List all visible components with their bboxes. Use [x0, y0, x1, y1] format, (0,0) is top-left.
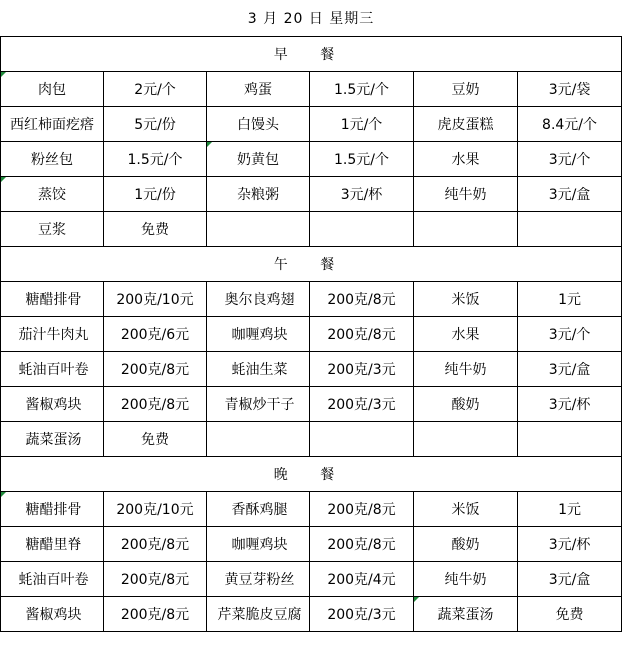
table-cell: [414, 421, 518, 456]
table-cell: 3元/杯: [518, 386, 622, 421]
table-cell: 200克/8元: [104, 351, 207, 386]
table-cell: [207, 211, 310, 246]
table-cell: 200克/8元: [104, 561, 207, 596]
table-row: [1, 316, 622, 351]
table-cell: 酸奶: [414, 526, 518, 561]
table-row: [1, 386, 622, 421]
table-row: [1, 596, 622, 631]
table-cell: 200克/3元: [310, 351, 414, 386]
table-cell: 免费: [104, 211, 207, 246]
table-cell: 3元/袋: [518, 71, 622, 106]
table-cell: 糖醋排骨: [1, 281, 104, 316]
table-cell: 免费: [518, 596, 622, 631]
table-cell: 芹菜脆皮豆腐: [207, 596, 310, 631]
table-row: [1, 351, 622, 386]
table-cell: 黄豆芽粉丝: [207, 561, 310, 596]
table-cell: 茄汁牛肉丸: [1, 316, 104, 351]
table-cell: 蚝油百叶卷: [1, 561, 104, 596]
table-cell: 豆浆: [1, 211, 104, 246]
table-cell: 1元/份: [104, 176, 207, 211]
table-cell: 200克/4元: [310, 561, 414, 596]
table-cell: 1.5元/个: [310, 141, 414, 176]
date-row: [1, 0, 622, 36]
table-cell: 糖醋里脊: [1, 526, 104, 561]
table-cell: 纯牛奶: [414, 561, 518, 596]
table-cell: 3元/盒: [518, 561, 622, 596]
table-cell: 糖醋排骨: [1, 491, 104, 526]
table-cell: 粉丝包: [1, 141, 104, 176]
table-row: [1, 491, 622, 526]
table-cell: 200克/6元: [104, 316, 207, 351]
dinner-title: 晚 餐: [1, 456, 622, 491]
table-row: [1, 281, 622, 316]
table-cell: 奶黄包: [207, 141, 310, 176]
table-cell: 8.4元/个: [518, 106, 622, 141]
table-row: [1, 71, 622, 106]
table-cell: 豆奶: [414, 71, 518, 106]
table-cell: 200克/8元: [310, 491, 414, 526]
table-cell: 米饭: [414, 491, 518, 526]
dinner-title-row: [1, 456, 622, 491]
table-cell: 200克/3元: [310, 386, 414, 421]
table-cell: 蚝油生菜: [207, 351, 310, 386]
table-row: [1, 526, 622, 561]
table-cell: 香酥鸡腿: [207, 491, 310, 526]
table-cell: 鸡蛋: [207, 71, 310, 106]
table-cell: 西红柿面疙瘩: [1, 106, 104, 141]
table-cell: 虎皮蛋糕: [414, 106, 518, 141]
table-cell: 200克/8元: [310, 281, 414, 316]
table-cell: 肉包: [1, 71, 104, 106]
date-header: 3 月 20 日 星期三: [1, 0, 622, 36]
table-cell: 蔬菜蛋汤: [1, 421, 104, 456]
table-cell: [310, 211, 414, 246]
table-cell: 米饭: [414, 281, 518, 316]
table-row: [1, 561, 622, 596]
table-cell: 1元: [518, 281, 622, 316]
table-cell: 酱椒鸡块: [1, 596, 104, 631]
breakfast-title: 早 餐: [1, 36, 622, 71]
table-cell: 奥尔良鸡翅: [207, 281, 310, 316]
table-cell: 1元/个: [310, 106, 414, 141]
table-cell: [414, 211, 518, 246]
table-cell: 1元: [518, 491, 622, 526]
table-cell: 蔬菜蛋汤: [414, 596, 518, 631]
table-cell: 白馒头: [207, 106, 310, 141]
table-cell: 3元/杯: [310, 176, 414, 211]
table-cell: 200克/10元: [104, 491, 207, 526]
table-row: [1, 421, 622, 456]
table-cell: 青椒炒干子: [207, 386, 310, 421]
table-cell: 纯牛奶: [414, 351, 518, 386]
table-cell: 蒸饺: [1, 176, 104, 211]
table-cell: 1.5元/个: [104, 141, 207, 176]
table-cell: 200克/8元: [104, 526, 207, 561]
table-cell: [310, 421, 414, 456]
table-cell: 酸奶: [414, 386, 518, 421]
lunch-title: 午 餐: [1, 246, 622, 281]
table-cell: 酱椒鸡块: [1, 386, 104, 421]
table-row: [1, 211, 622, 246]
table-row: [1, 176, 622, 211]
table-cell: 1.5元/个: [310, 71, 414, 106]
table-cell: 咖喱鸡块: [207, 316, 310, 351]
table-cell: 3元/盒: [518, 351, 622, 386]
table-cell: 200克/8元: [310, 526, 414, 561]
table-cell: 5元/份: [104, 106, 207, 141]
table-row: [1, 141, 622, 176]
lunch-title-row: [1, 246, 622, 281]
table-cell: [518, 211, 622, 246]
table-cell: 3元/盒: [518, 176, 622, 211]
table-cell: 咖喱鸡块: [207, 526, 310, 561]
table-cell: 200克/8元: [310, 316, 414, 351]
table-row: [1, 106, 622, 141]
table-cell: 200克/3元: [310, 596, 414, 631]
table-cell: 纯牛奶: [414, 176, 518, 211]
table-cell: 杂粮粥: [207, 176, 310, 211]
table-cell: [207, 421, 310, 456]
table-cell: 免费: [104, 421, 207, 456]
table-cell: 200克/8元: [104, 386, 207, 421]
table-cell: [518, 421, 622, 456]
table-cell: 水果: [414, 141, 518, 176]
table-cell: 3元/个: [518, 316, 622, 351]
breakfast-title-row: [1, 36, 622, 71]
table-cell: 水果: [414, 316, 518, 351]
table-cell: 200克/8元: [104, 596, 207, 631]
table-cell: 蚝油百叶卷: [1, 351, 104, 386]
table-cell: 2元/个: [104, 71, 207, 106]
table-cell: 3元/杯: [518, 526, 622, 561]
table-cell: 200克/10元: [104, 281, 207, 316]
table-cell: 3元/个: [518, 141, 622, 176]
